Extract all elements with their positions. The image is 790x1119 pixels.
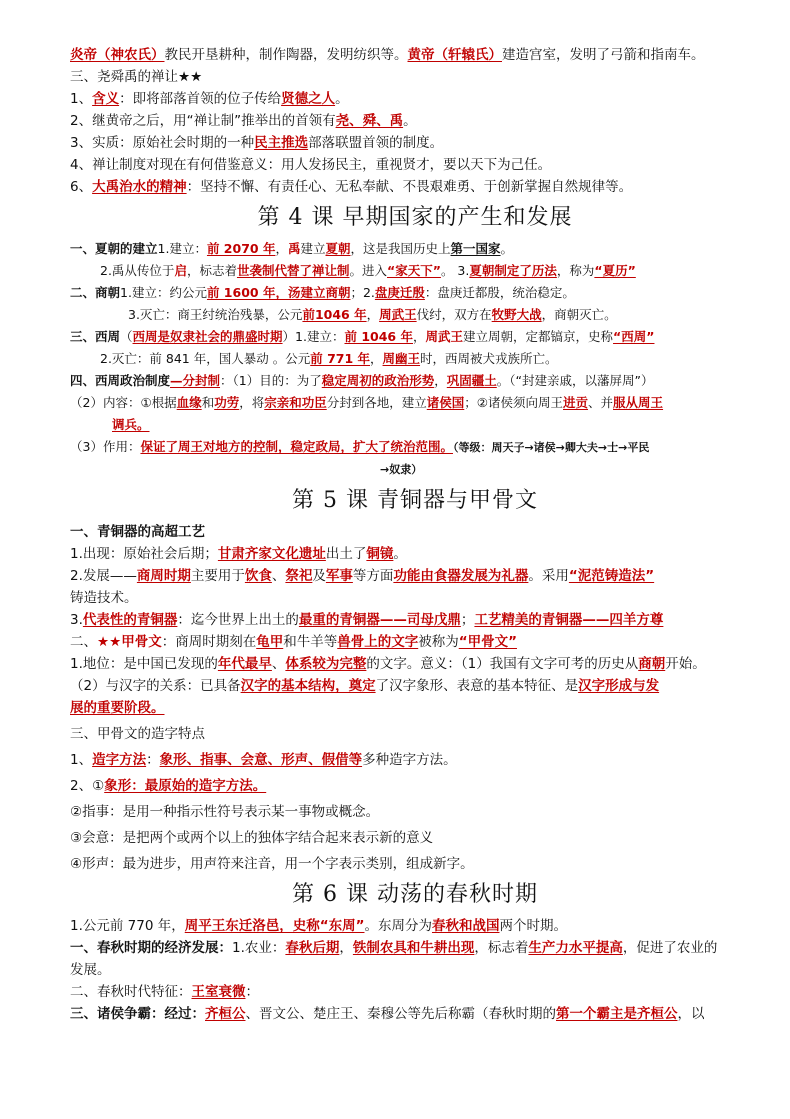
term: 功劳 [214, 395, 240, 410]
text: 。（“封建亲戚，以藩屏周”） [496, 373, 654, 388]
text: 建立 [300, 241, 326, 256]
term: 前 2070 年 [206, 241, 276, 256]
text-line [70, 326, 760, 348]
text-line: ④形声：最为进步，用声符来注音，用一个字表示类别，组成新字。 [70, 856, 474, 872]
term: 巩固疆土 [446, 373, 497, 388]
text: ： [245, 984, 259, 1000]
text: 2、① [70, 778, 105, 794]
term: 调兵。 [112, 417, 150, 432]
text-line [70, 176, 760, 198]
term: 进贡 [563, 395, 589, 410]
text: 、晋文公、楚庄王、秦穆公等先后称霸（春秋时期的 [245, 1006, 556, 1022]
term: 夏朝制定了历法 [469, 263, 557, 278]
text: 。采用 [528, 568, 569, 584]
term: 夏朝 [325, 241, 351, 256]
term: 西周是奴隶社会的鼎盛时期 [132, 329, 283, 344]
text: ，称为 [556, 263, 595, 278]
subheading: 二、商朝 [70, 285, 121, 300]
term: —分封制 [170, 373, 221, 388]
term: 军事 [325, 568, 353, 584]
text: 了汉字象形、表意的基本特征、是 [375, 678, 579, 694]
section-heading: 三、尧舜禹的禅让★★ [70, 69, 203, 85]
term: 第一个霸主是齐桓公 [556, 1006, 678, 1022]
text: ，以 [677, 1006, 705, 1022]
subheading: 三、甲骨文的造字特点 [70, 726, 205, 742]
term: 炎帝（神农氏） [70, 47, 165, 63]
term: “甲骨文” [458, 634, 517, 650]
text: ， [412, 329, 426, 344]
term: 尧、舜、禹 [335, 113, 404, 129]
term: 最重的青铜器——司母戊鼎 [298, 612, 461, 628]
text: ：商周时期刻在 [161, 634, 257, 650]
term: 象形、指事、会意、形声、假借等 [159, 752, 363, 768]
lesson-4-title: 第 4 课 早期国家的产生和发展 [257, 205, 573, 230]
text: 分封到各地，建立 [326, 395, 427, 410]
term: 兽骨上的文字 [337, 634, 419, 650]
text-line [70, 749, 760, 771]
text: （2）内容：①根据 [70, 395, 177, 410]
text: 和牛羊等 [283, 634, 338, 650]
text: ；2. [350, 285, 375, 300]
term: 商周时期 [136, 568, 191, 584]
text: 和 [201, 395, 215, 410]
lesson-6-title: 第 6 课 动荡的春秋时期 [292, 882, 538, 907]
subheading: 一、春秋时期的经济发展： [70, 940, 232, 956]
text: ， [275, 241, 288, 256]
term: 龟甲 [256, 634, 284, 650]
text-line: ③会意：是把两个或两个以上的独体字结合起来表示新的意义 [70, 830, 434, 846]
text: ，标志着 [186, 263, 237, 278]
note-line: →奴隶） [380, 463, 423, 476]
term: 前 1600 年，汤建立商朝 [206, 285, 351, 300]
text: 。 [335, 91, 349, 107]
text: ， [339, 940, 353, 956]
term: 周武王 [425, 329, 464, 344]
text: 部落联盟首领的制度。 [308, 135, 444, 151]
text: 两个时期。 [499, 918, 567, 934]
text: 。 [403, 113, 417, 129]
term: 贤德之人 [281, 91, 336, 107]
text: ，商朝灭亡。 [541, 307, 617, 322]
subheading: 一、夏朝的建立 [70, 241, 158, 256]
term: 牧野大战 [491, 307, 542, 322]
text: 1、 [70, 752, 93, 768]
text: ， [370, 351, 383, 366]
text: 2.禹从传位于 [100, 263, 175, 278]
text-line: 铸造技术。 [70, 590, 138, 606]
text: 1.农业： [232, 940, 286, 956]
term: 汉字的基本结构，奠定 [240, 678, 376, 694]
text: ：（1）目的：为了 [220, 373, 322, 388]
text: 1.地位：是中国已发现的 [70, 656, 218, 672]
text: ，这是我国历史上 [350, 241, 451, 256]
subheading: 一、青铜器的高超工艺 [70, 524, 205, 540]
text: 建立周朝，定都镐京，史称 [463, 329, 614, 344]
text-line [70, 775, 760, 797]
text: ，标志着 [474, 940, 529, 956]
text-line [70, 937, 760, 959]
term: 血缘 [176, 395, 202, 410]
text: 2.发展—— [70, 568, 137, 584]
text: 教民开垦耕种，制作陶器，发明纺织等。 [164, 47, 408, 63]
term: 祭祀 [285, 568, 313, 584]
text: （3）作用： [70, 439, 141, 454]
text: 6、 [70, 179, 93, 195]
text: 的文字。意义：（1）我国有文字可考的历史从 [366, 656, 639, 672]
text: 伐纣，双方在 [416, 307, 492, 322]
text-line [70, 282, 760, 304]
text: 出土了 [325, 546, 367, 562]
term: ★★甲骨文 [97, 634, 162, 650]
text: ： [146, 752, 160, 768]
term: 商朝 [638, 656, 666, 672]
text-line [70, 110, 760, 132]
text: 。进入 [349, 263, 387, 278]
term: 前 1046 年 [344, 329, 413, 344]
term: 展的重要阶段。 [70, 700, 165, 716]
term: 含义 [92, 91, 120, 107]
text: 。东周分为 [364, 918, 432, 934]
text: 被称为 [418, 634, 459, 650]
text: 等方面 [352, 568, 394, 584]
term: 甘肃齐家文化遗址 [217, 546, 326, 562]
text: 、 [271, 568, 286, 584]
text: 、 [271, 656, 286, 672]
text: 1.建立：约公元 [120, 285, 207, 300]
term: 工艺精美的青铜器——四羊方尊 [474, 612, 664, 628]
term: “泥范铸造法” [568, 568, 655, 584]
text: 3.灭亡：商王纣统治残暴，公元 [128, 307, 303, 322]
text: ：盘庚迁都殷，统治稳定。 [424, 285, 575, 300]
term: 稳定周初的政治形势 [321, 373, 435, 388]
text-line [70, 543, 760, 565]
term: 王室衰微 [191, 984, 246, 1000]
note: （等级：周天子→诸侯→卿大夫→士→平民 [452, 441, 650, 454]
text: 建造宫室，发明了弓箭和指南车。 [502, 47, 705, 63]
term: “夏历” [594, 263, 636, 278]
term: 禹 [287, 241, 301, 256]
term: 前 771 年 [310, 351, 371, 366]
text-line [70, 915, 760, 937]
text-line [70, 981, 760, 1003]
term: 象形：最原始的造字方法。 [104, 778, 267, 794]
term: 服从周王 [613, 395, 664, 410]
text-line [70, 675, 760, 697]
text-line [70, 132, 760, 154]
text: 2、继黄帝之后，用“禅让制”推举出的首领有 [70, 113, 336, 129]
text-line [70, 609, 760, 631]
text: ：坚持不懈、有责任心、无私奉献、不畏艰难勇、于创新掌握自然规律等。 [186, 179, 633, 195]
text: 。 [393, 546, 407, 562]
term: “西周” [613, 329, 655, 344]
text: 1.建立： [157, 241, 207, 256]
term: 年代最早 [217, 656, 272, 672]
text: 二、春秋时代特征： [70, 984, 192, 1000]
text-line [70, 304, 760, 326]
text: ， [366, 307, 380, 322]
text-line [70, 1003, 760, 1025]
text: ：迄今世界上出土的 [177, 612, 299, 628]
term: “家天下” [387, 263, 441, 278]
document-page [70, 44, 760, 1025]
term: 体系较为完整 [285, 656, 367, 672]
text: 1.出现：原始社会后期； [70, 546, 218, 562]
subheading: 四、西周政治制度 [70, 373, 171, 388]
text: （2）与汉字的关系：已具备 [70, 678, 241, 694]
text: 多种造字方法。 [362, 752, 457, 768]
text-line [70, 565, 760, 587]
text-line [70, 44, 760, 66]
text-line [70, 392, 760, 414]
term: 启 [174, 263, 187, 278]
term: 代表性的青铜器 [82, 612, 178, 628]
text-line [70, 348, 760, 370]
subheading: 三、诸侯争霸：经过： [70, 1006, 205, 1022]
term: 周武王 [379, 307, 417, 322]
text: 。 3. [440, 263, 470, 278]
term: 盘庚迁殷 [374, 285, 425, 300]
term: 春秋和战国 [431, 918, 500, 934]
text: 1、 [70, 91, 93, 107]
lesson-5-title: 第 5 课 青铜器与甲骨文 [292, 488, 538, 513]
term: 铁制农具和牛耕出现 [352, 940, 475, 956]
text-line: 4、禅让制度对现在有何借鉴意义：用人发扬民主，重视贤才，要以天下为己任。 [70, 157, 552, 173]
term: 铜镜 [366, 546, 394, 562]
text: 二、 [70, 634, 97, 650]
text: 开始。 [665, 656, 706, 672]
text: 2.灭亡：前 841 年，国人暴动 。公元 [100, 351, 311, 366]
text: 、并 [588, 395, 614, 410]
text-line [70, 697, 760, 719]
text: ，促进了农业的 [622, 940, 718, 956]
text: 3、实质：原始社会时期的一种 [70, 135, 255, 151]
text: （ [120, 329, 133, 344]
term: 造字方法 [92, 752, 147, 768]
term: 周平王东迁洛邑，史称“东周” [184, 918, 365, 934]
text-line: 发展。 [70, 962, 111, 978]
term: 饮食 [244, 568, 272, 584]
text-line [70, 653, 760, 675]
term: 周幽王 [382, 351, 421, 366]
text: ； [460, 612, 475, 628]
text-line [70, 436, 760, 459]
text: 主要用于 [190, 568, 245, 584]
text-line [70, 414, 760, 436]
term: 宗亲和功臣 [264, 395, 327, 410]
text: ：即将部落首领的位子传给 [119, 91, 282, 107]
term: 春秋后期 [285, 940, 340, 956]
text-line [70, 370, 760, 392]
text: 。 [500, 241, 514, 256]
text: 3. [70, 612, 83, 628]
term: 世袭制代替了禅让制 [236, 263, 350, 278]
term: 黄帝（轩辕氏） [407, 47, 502, 63]
text: 1.公元前 770 年， [70, 918, 185, 934]
text-line [70, 631, 760, 653]
term: 诸侯国 [426, 395, 465, 410]
text: 及 [312, 568, 326, 584]
text: ， [434, 373, 447, 388]
term: 齐桓公 [205, 1006, 246, 1022]
term: 功能由食器发展为礼器 [393, 568, 529, 584]
subheading: 三、西周 [70, 329, 121, 344]
text-line [70, 260, 760, 282]
text-line [70, 88, 760, 110]
text: ，将 [239, 395, 265, 410]
term: 生产力水平提高 [528, 940, 623, 956]
term: 大禹治水的精神 [92, 179, 187, 195]
term: 民主推选 [254, 135, 309, 151]
text-line: ②指事：是用一种指示性符号表示某一事物或概念。 [70, 804, 380, 820]
text: ）1.建立： [282, 329, 345, 344]
term: 第一国家 [450, 241, 501, 256]
text-line [70, 238, 760, 260]
term: 前1046 年 [302, 307, 367, 322]
term: 汉字形成与发 [578, 678, 660, 694]
term: 保证了周王对地方的控制，稳定政局，扩大了统治范围。 [140, 439, 453, 454]
text: ；②诸侯须向周王 [464, 395, 563, 410]
text: 时，西周被犬戎族所亡。 [420, 351, 558, 366]
